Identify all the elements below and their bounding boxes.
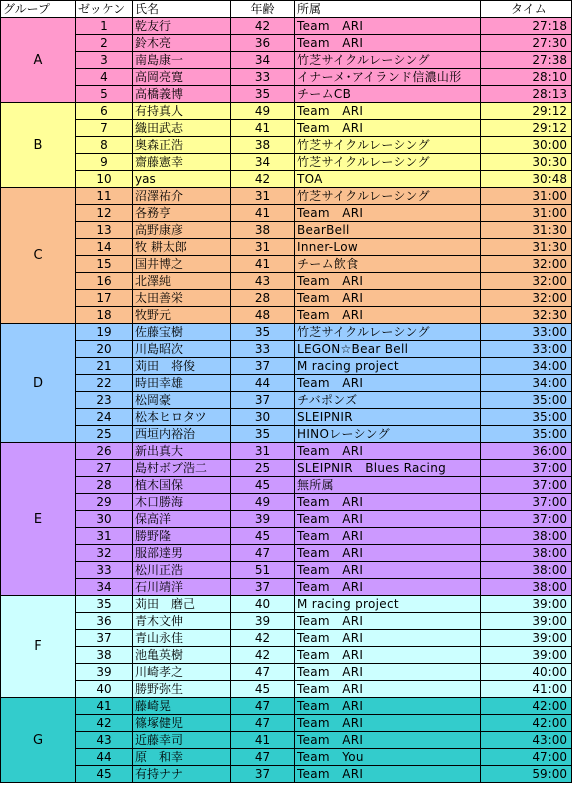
name-cell: 服部達男	[133, 545, 231, 562]
time-cell: 40:00	[481, 664, 572, 681]
table-row	[1, 341, 572, 358]
bib-cell: 28	[76, 477, 133, 494]
time-cell: 30:48	[481, 171, 572, 188]
team-cell: Team ARI	[295, 290, 481, 307]
team-cell: Team ARI	[295, 732, 481, 749]
age-cell: 41	[231, 732, 295, 749]
table-row	[1, 290, 572, 307]
team-cell: Team You	[295, 749, 481, 766]
time-cell: 42:00	[481, 715, 572, 732]
name-cell: 有持真人	[133, 103, 231, 120]
age-cell: 43	[231, 273, 295, 290]
name-cell: 奥森正浩	[133, 137, 231, 154]
bib-cell: 22	[76, 375, 133, 392]
team-cell: M racing project	[295, 358, 481, 375]
header-name: 氏名	[133, 1, 231, 18]
time-cell: 31:00	[481, 188, 572, 205]
table-row	[1, 86, 572, 103]
name-cell: 勝野隆	[133, 528, 231, 545]
time-cell: 59:00	[481, 766, 572, 783]
group-label: F	[1, 596, 76, 698]
table-row	[1, 698, 572, 715]
team-cell: Team ARI	[295, 511, 481, 528]
time-cell: 37:00	[481, 494, 572, 511]
team-cell: Team ARI	[295, 273, 481, 290]
header-team: 所属	[295, 1, 481, 18]
time-cell: 33:00	[481, 324, 572, 341]
age-cell: 30	[231, 409, 295, 426]
table-row	[1, 409, 572, 426]
age-cell: 28	[231, 290, 295, 307]
bib-cell: 2	[76, 35, 133, 52]
age-cell: 49	[231, 103, 295, 120]
age-cell: 33	[231, 69, 295, 86]
time-cell: 31:30	[481, 239, 572, 256]
name-cell: 篠塚健児	[133, 715, 231, 732]
age-cell: 38	[231, 222, 295, 239]
table-row	[1, 392, 572, 409]
age-cell: 51	[231, 562, 295, 579]
name-cell: 乾友行	[133, 18, 231, 35]
team-cell: 竹芝サイクルレーシング	[295, 52, 481, 69]
team-cell: 竹芝サイクルレーシング	[295, 137, 481, 154]
age-cell: 31	[231, 239, 295, 256]
time-cell: 32:00	[481, 273, 572, 290]
bib-cell: 23	[76, 392, 133, 409]
team-cell: Team ARI	[295, 494, 481, 511]
age-cell: 37	[231, 766, 295, 783]
bib-cell: 6	[76, 103, 133, 120]
age-cell: 42	[231, 630, 295, 647]
time-cell: 31:00	[481, 205, 572, 222]
name-cell: 青山永佳	[133, 630, 231, 647]
name-cell: yas	[133, 171, 231, 188]
name-cell: 川崎孝之	[133, 664, 231, 681]
team-cell: Team ARI	[295, 205, 481, 222]
name-cell: 佐藤宝樹	[133, 324, 231, 341]
name-cell: 高野康彦	[133, 222, 231, 239]
age-cell: 35	[231, 426, 295, 443]
time-cell: 39:00	[481, 647, 572, 664]
team-cell: 無所属	[295, 477, 481, 494]
name-cell: 木口勝海	[133, 494, 231, 511]
bib-cell: 30	[76, 511, 133, 528]
name-cell: 松岡豪	[133, 392, 231, 409]
time-cell: 39:00	[481, 613, 572, 630]
bib-cell: 29	[76, 494, 133, 511]
name-cell: 青木文伸	[133, 613, 231, 630]
bib-cell: 43	[76, 732, 133, 749]
age-cell: 40	[231, 596, 295, 613]
bib-cell: 45	[76, 766, 133, 783]
team-cell: BearBell	[295, 222, 481, 239]
time-cell: 38:00	[481, 528, 572, 545]
bib-cell: 31	[76, 528, 133, 545]
time-cell: 37:00	[481, 511, 572, 528]
bib-cell: 39	[76, 664, 133, 681]
table-row	[1, 460, 572, 477]
time-cell: 39:00	[481, 596, 572, 613]
time-cell: 34:00	[481, 358, 572, 375]
age-cell: 42	[231, 18, 295, 35]
bib-cell: 20	[76, 341, 133, 358]
group-label: D	[1, 324, 76, 443]
table-row	[1, 171, 572, 188]
team-cell: Team ARI	[295, 766, 481, 783]
group-label: C	[1, 188, 76, 324]
group-label: A	[1, 18, 76, 103]
age-cell: 47	[231, 749, 295, 766]
bib-cell: 13	[76, 222, 133, 239]
age-cell: 41	[231, 120, 295, 137]
team-cell: Team ARI	[295, 443, 481, 460]
bib-cell: 21	[76, 358, 133, 375]
table-row	[1, 52, 572, 69]
name-cell: 近藤幸司	[133, 732, 231, 749]
table-row	[1, 545, 572, 562]
time-cell: 47:00	[481, 749, 572, 766]
table-row	[1, 749, 572, 766]
team-cell: Team ARI	[295, 375, 481, 392]
table-row	[1, 443, 572, 460]
name-cell: 苅田 将俊	[133, 358, 231, 375]
age-cell: 31	[231, 188, 295, 205]
bib-cell: 1	[76, 18, 133, 35]
team-cell: Inner-Low	[295, 239, 481, 256]
team-cell: Team ARI	[295, 613, 481, 630]
team-cell: Team ARI	[295, 579, 481, 596]
team-cell: イナーメ･アイランド信濃山形	[295, 69, 481, 86]
age-cell: 34	[231, 52, 295, 69]
name-cell: 鈴木亮	[133, 35, 231, 52]
team-cell: HINOレーシング	[295, 426, 481, 443]
bib-cell: 42	[76, 715, 133, 732]
table-row	[1, 732, 572, 749]
name-cell: 国井博之	[133, 256, 231, 273]
name-cell: 牧 耕太郎	[133, 239, 231, 256]
bib-cell: 12	[76, 205, 133, 222]
bib-cell: 15	[76, 256, 133, 273]
team-cell: チームCB	[295, 86, 481, 103]
age-cell: 37	[231, 579, 295, 596]
team-cell: 竹芝サイクルレーシング	[295, 154, 481, 171]
time-cell: 35:00	[481, 409, 572, 426]
time-cell: 28:10	[481, 69, 572, 86]
table-row	[1, 256, 572, 273]
time-cell: 39:00	[481, 630, 572, 647]
table-row	[1, 596, 572, 613]
name-cell: 南島康一	[133, 52, 231, 69]
table-row	[1, 205, 572, 222]
name-cell: 植木国保	[133, 477, 231, 494]
age-cell: 37	[231, 392, 295, 409]
time-cell: 33:00	[481, 341, 572, 358]
time-cell: 29:12	[481, 120, 572, 137]
header-age: 年齢	[231, 1, 295, 18]
time-cell: 27:38	[481, 52, 572, 69]
table-row	[1, 120, 572, 137]
age-cell: 25	[231, 460, 295, 477]
time-cell: 43:00	[481, 732, 572, 749]
table-row	[1, 188, 572, 205]
table-row	[1, 69, 572, 86]
table-row	[1, 35, 572, 52]
time-cell: 38:00	[481, 562, 572, 579]
bib-cell: 37	[76, 630, 133, 647]
time-cell: 32:00	[481, 256, 572, 273]
team-cell: Team ARI	[295, 698, 481, 715]
table-row	[1, 154, 572, 171]
bib-cell: 16	[76, 273, 133, 290]
name-cell: 有持ナナ	[133, 766, 231, 783]
age-cell: 39	[231, 511, 295, 528]
table-row	[1, 630, 572, 647]
age-cell: 42	[231, 171, 295, 188]
table-row	[1, 18, 572, 35]
time-cell: 27:18	[481, 18, 572, 35]
age-cell: 47	[231, 698, 295, 715]
bib-cell: 17	[76, 290, 133, 307]
header-group: グループ	[1, 1, 76, 18]
name-cell: 勝野弥生	[133, 681, 231, 698]
name-cell: 織田武志	[133, 120, 231, 137]
age-cell: 47	[231, 715, 295, 732]
age-cell: 41	[231, 256, 295, 273]
bib-cell: 41	[76, 698, 133, 715]
bib-cell: 40	[76, 681, 133, 698]
team-cell: M racing project	[295, 596, 481, 613]
name-cell: 新出真大	[133, 443, 231, 460]
team-cell: TOA	[295, 171, 481, 188]
header-bib: ゼッケン	[76, 1, 133, 18]
table-row	[1, 324, 572, 341]
table-row	[1, 494, 572, 511]
team-cell: 竹芝サイクルレーシング	[295, 324, 481, 341]
table-row	[1, 579, 572, 596]
team-cell: LEGON☆Bear Bell	[295, 341, 481, 358]
bib-cell: 3	[76, 52, 133, 69]
time-cell: 28:13	[481, 86, 572, 103]
team-cell: Team ARI	[295, 307, 481, 324]
time-cell: 30:00	[481, 137, 572, 154]
age-cell: 36	[231, 35, 295, 52]
name-cell: 松本ヒロタツ	[133, 409, 231, 426]
name-cell: 太田善栄	[133, 290, 231, 307]
name-cell: 川島昭次	[133, 341, 231, 358]
name-cell: 北澤純	[133, 273, 231, 290]
bib-cell: 33	[76, 562, 133, 579]
time-cell: 35:00	[481, 392, 572, 409]
name-cell: 高橋義博	[133, 86, 231, 103]
bib-cell: 8	[76, 137, 133, 154]
bib-cell: 10	[76, 171, 133, 188]
table-row	[1, 647, 572, 664]
header-row	[1, 1, 572, 18]
time-cell: 36:00	[481, 443, 572, 460]
age-cell: 35	[231, 86, 295, 103]
team-cell: Team ARI	[295, 103, 481, 120]
name-cell: 齋藤憲幸	[133, 154, 231, 171]
age-cell: 31	[231, 443, 295, 460]
table-row	[1, 562, 572, 579]
bib-cell: 5	[76, 86, 133, 103]
bib-cell: 4	[76, 69, 133, 86]
time-cell: 30:30	[481, 154, 572, 171]
table-row	[1, 222, 572, 239]
name-cell: 沼澤祐介	[133, 188, 231, 205]
team-cell: SLEIPNIR	[295, 409, 481, 426]
team-cell: Team ARI	[295, 120, 481, 137]
team-cell: Team ARI	[295, 715, 481, 732]
bib-cell: 14	[76, 239, 133, 256]
age-cell: 49	[231, 494, 295, 511]
name-cell: 島村ボブ浩二	[133, 460, 231, 477]
table-row	[1, 426, 572, 443]
header-time: タイム	[481, 1, 572, 18]
age-cell: 47	[231, 664, 295, 681]
table-row	[1, 137, 572, 154]
age-cell: 41	[231, 205, 295, 222]
table-row	[1, 273, 572, 290]
table-row	[1, 528, 572, 545]
name-cell: 牧野元	[133, 307, 231, 324]
name-cell: 保高洋	[133, 511, 231, 528]
table-row	[1, 511, 572, 528]
table-body	[1, 18, 572, 783]
bib-cell: 9	[76, 154, 133, 171]
bib-cell: 38	[76, 647, 133, 664]
name-cell: 石川靖洋	[133, 579, 231, 596]
time-cell: 29:12	[481, 103, 572, 120]
age-cell: 44	[231, 375, 295, 392]
team-cell: Team ARI	[295, 562, 481, 579]
bib-cell: 7	[76, 120, 133, 137]
time-cell: 38:00	[481, 579, 572, 596]
table-row	[1, 681, 572, 698]
team-cell: Team ARI	[295, 545, 481, 562]
time-cell: 37:00	[481, 460, 572, 477]
age-cell: 33	[231, 341, 295, 358]
table-row	[1, 613, 572, 630]
team-cell: チーム飲食	[295, 256, 481, 273]
bib-cell: 32	[76, 545, 133, 562]
group-label: G	[1, 698, 76, 783]
bib-cell: 44	[76, 749, 133, 766]
age-cell: 47	[231, 545, 295, 562]
name-cell: 苅田 磨己	[133, 596, 231, 613]
time-cell: 37:00	[481, 477, 572, 494]
age-cell: 35	[231, 324, 295, 341]
name-cell: 各務亨	[133, 205, 231, 222]
team-cell: Team ARI	[295, 681, 481, 698]
bib-cell: 26	[76, 443, 133, 460]
age-cell: 45	[231, 477, 295, 494]
table-row	[1, 766, 572, 783]
bib-cell: 25	[76, 426, 133, 443]
age-cell: 38	[231, 137, 295, 154]
bib-cell: 35	[76, 596, 133, 613]
name-cell: 時田幸雄	[133, 375, 231, 392]
team-cell: チバポンズ	[295, 392, 481, 409]
bib-cell: 11	[76, 188, 133, 205]
age-cell: 34	[231, 154, 295, 171]
table-row	[1, 307, 572, 324]
group-label: E	[1, 443, 76, 596]
time-cell: 32:00	[481, 290, 572, 307]
table-row	[1, 715, 572, 732]
table-row	[1, 375, 572, 392]
group-label: B	[1, 103, 76, 188]
time-cell: 38:00	[481, 545, 572, 562]
team-cell: Team ARI	[295, 647, 481, 664]
name-cell: 藤崎晃	[133, 698, 231, 715]
team-cell: Team ARI	[295, 528, 481, 545]
team-cell: 竹芝サイクルレーシング	[295, 188, 481, 205]
bib-cell: 27	[76, 460, 133, 477]
time-cell: 41:00	[481, 681, 572, 698]
team-cell: Team ARI	[295, 664, 481, 681]
time-cell: 31:30	[481, 222, 572, 239]
name-cell: 西垣内裕治	[133, 426, 231, 443]
bib-cell: 24	[76, 409, 133, 426]
table-row	[1, 664, 572, 681]
bib-cell: 36	[76, 613, 133, 630]
name-cell: 松川正浩	[133, 562, 231, 579]
name-cell: 原 和幸	[133, 749, 231, 766]
bib-cell: 18	[76, 307, 133, 324]
age-cell: 39	[231, 613, 295, 630]
age-cell: 48	[231, 307, 295, 324]
team-cell: Team ARI	[295, 630, 481, 647]
age-cell: 45	[231, 681, 295, 698]
table-row	[1, 358, 572, 375]
bib-cell: 19	[76, 324, 133, 341]
time-cell: 35:00	[481, 426, 572, 443]
time-cell: 42:00	[481, 698, 572, 715]
time-cell: 34:00	[481, 375, 572, 392]
age-cell: 42	[231, 647, 295, 664]
time-cell: 32:30	[481, 307, 572, 324]
time-cell: 27:30	[481, 35, 572, 52]
age-cell: 45	[231, 528, 295, 545]
age-cell: 37	[231, 358, 295, 375]
table-row	[1, 239, 572, 256]
team-cell: Team ARI	[295, 35, 481, 52]
table-row	[1, 103, 572, 120]
name-cell: 高岡亮寛	[133, 69, 231, 86]
name-cell: 池亀英樹	[133, 647, 231, 664]
team-cell: Team ARI	[295, 18, 481, 35]
bib-cell: 34	[76, 579, 133, 596]
team-cell: SLEIPNIR Blues Racing	[295, 460, 481, 477]
table-row	[1, 477, 572, 494]
